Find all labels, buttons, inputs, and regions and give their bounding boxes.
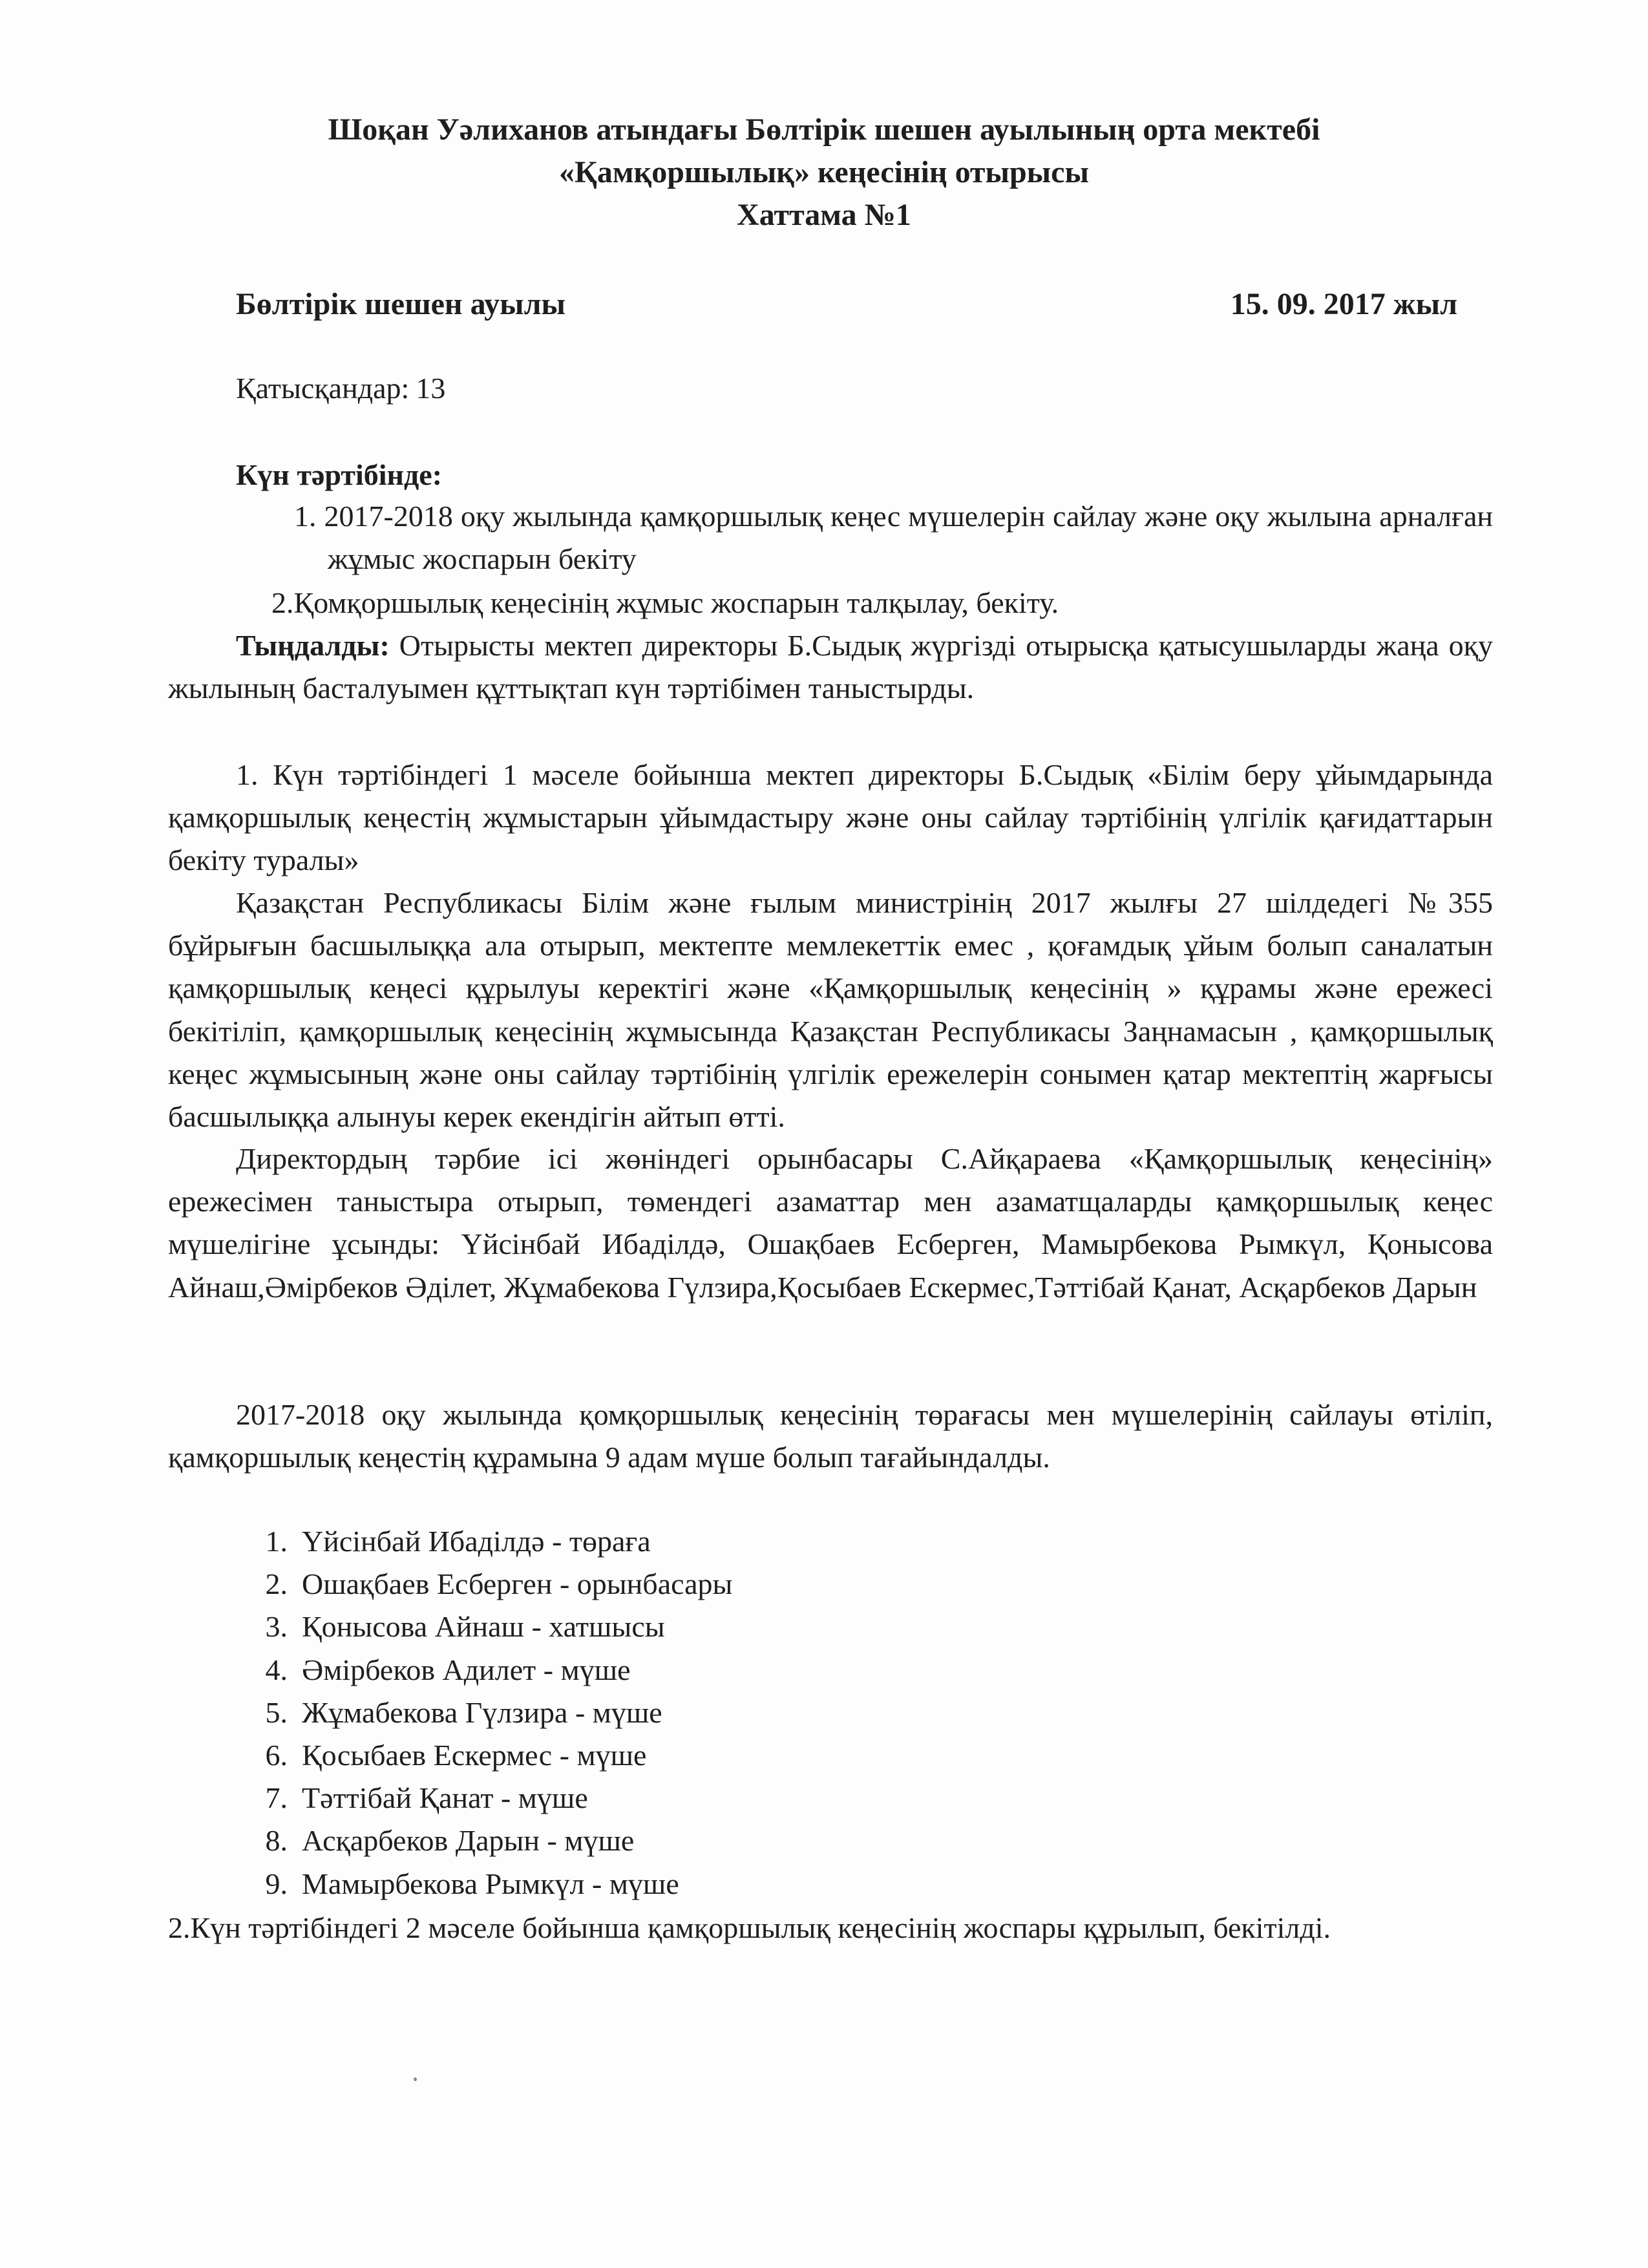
list-item-text: Үйсінбай Ибаділдә - төраға [302,1525,651,1558]
deputy-nomination-paragraph: Директордың тәрбие ісі жөніндегі орынбасары С.Айқараева «Қамқоршылық кеңесінің» ережесімен таныстыра отырып, төмендегі азаматтар мен азаматщаларды қамқоршылық кеңес мүшелігіне ұсынды: Үйсінбай Ибаділдә, Ошақбаев Есберген, Мамырбекова Рымкүл, Қонысова Айнаш,Әмірбеков Әділет, Жұмабекова Гүлзира,Қосыбаев Ескермес,Тәттібай Қанат, Асқарбеков Дарын [168,1142,1493,1304]
agenda-item-2: 2.Қомқоршылық кеңесінің жұмыс жоспарын талқылау, бекіту. [271,586,1059,619]
list-item-text: Жұмабекова Гүлзира - мүше [302,1695,662,1729]
agenda-2-decision-paragraph: 2.Күн тәртібіндегі 2 мәселе бойынша қамқоршылық кеңесінің жоспары құрылып, бекітілді. [168,1911,1331,1944]
meeting-date: 15. 09. 2017 жыл [1230,287,1457,321]
scan-speck [414,2077,417,2081]
list-item-number: 1. [265,1525,288,1558]
list-item-number: 3. [265,1610,288,1644]
heard-text: Отырысты мектеп директоры Б.Сыдық жүргізді отырысқа қатысушыларды жаңа оқу жылының басталуымен құттықтап күн тәртібімен таныстырды. [168,629,1493,705]
list-item-text: Қонысова Айнаш - хатшысы [302,1610,665,1644]
list-item-number: 2. [265,1567,288,1601]
list-item-number: 7. [265,1781,288,1815]
agenda-title: Күн тәртібінде: [236,458,443,491]
protocol-number-heading: Хаттама №1 [737,198,911,232]
list-item [242,1563,732,1606]
meeting-place: Бөлтірік шешен ауылы [236,287,566,321]
list-item-text: Ошақбаев Есберген - орынбасары [302,1567,733,1601]
list-item-number: 9. [265,1867,288,1900]
list-item [242,1777,732,1819]
school-name-heading: Шоқан Уәлиханов атындағы Бөлтірік шешен ауылының орта мектебі [328,112,1320,147]
council-meeting-heading: «Қамқоршылық» кеңесінің отырысы [559,155,1089,189]
participants-label: Қатысқандар: [236,372,410,405]
election-paragraph: 2017-2018 оқу жылында қомқоршылық кеңесінің төрағасы мен мүшелерінің сайлауы өтіліп, қамқоршылық кеңестің құрамына 9 адам мүше болып тағайындалды. [168,1398,1493,1474]
list-item [242,1649,732,1691]
heard-label: Тыңдалды: [236,629,390,662]
list-item-number: 8. [265,1824,288,1858]
ministry-order-paragraph: Қазақстан Республикасы Білім және ғылым министрінің 2017 жылғы 27 шілдедегі №355 бұйрығын басшылыққа ала отырып, мектепте мемлекеттік емес , қоғамдық ұйым болып саналатын қамқоршылық кеңесі құрылуы керектігі және «Қамқоршылық кеңесінің » құрамы және ережесі бекітіліп, қамқоршылық кеңесінің жұмысында Қазақстан Республикасы Заңнамасын , қамқоршылық кеңес жұмысының және оны сайлау тәртібінің үлгілік ережелерін сонымен қатар мектептің жарғысы басшылыққа алынуы керек екендігін айтып өтті. [168,886,1493,1134]
list-item [242,1734,732,1777]
list-item-text: Әмірбеков Адилет - мүше [302,1653,631,1686]
participants-line [236,367,445,410]
agenda-1-discussion-paragraph: 1. Күн тәртібіндегі 1 мәселе бойынша мектеп директоры Б.Сыдық «Білім беру ұйымдарында қамқоршылық кеңестің жұмыстарын ұйымдастыру және оны сайлау тәртібінің үлгілік қағидаттарын бекіту туралы» [168,758,1493,877]
list-item [242,1606,732,1648]
list-item-text: Асқарбеков Дарын - мүше [302,1824,635,1858]
heard-paragraph [168,624,1493,710]
participants-count: 13 [416,372,446,405]
list-item [242,1520,732,1563]
list-item-number: 4. [265,1653,288,1686]
council-members-list [242,1520,732,1905]
list-item-text: Қосыбаев Ескермес - мүше [302,1739,647,1772]
list-item-number: 5. [265,1695,288,1729]
list-item-number: 6. [265,1739,288,1772]
list-item-text: Мамырбекова Рымкүл - мүше [302,1867,679,1900]
agenda-item-1: 1. 2017-2018 оқу жылында қамқоршылық кеңес мүшелерін сайлау және оқу жылына арналған жұмыс жоспарын бекіту [294,500,1493,576]
list-item-text: Тәттібай Қанат - мүше [302,1781,588,1815]
list-item [242,1863,732,1905]
list-item [242,1819,732,1862]
list-item [242,1691,732,1734]
